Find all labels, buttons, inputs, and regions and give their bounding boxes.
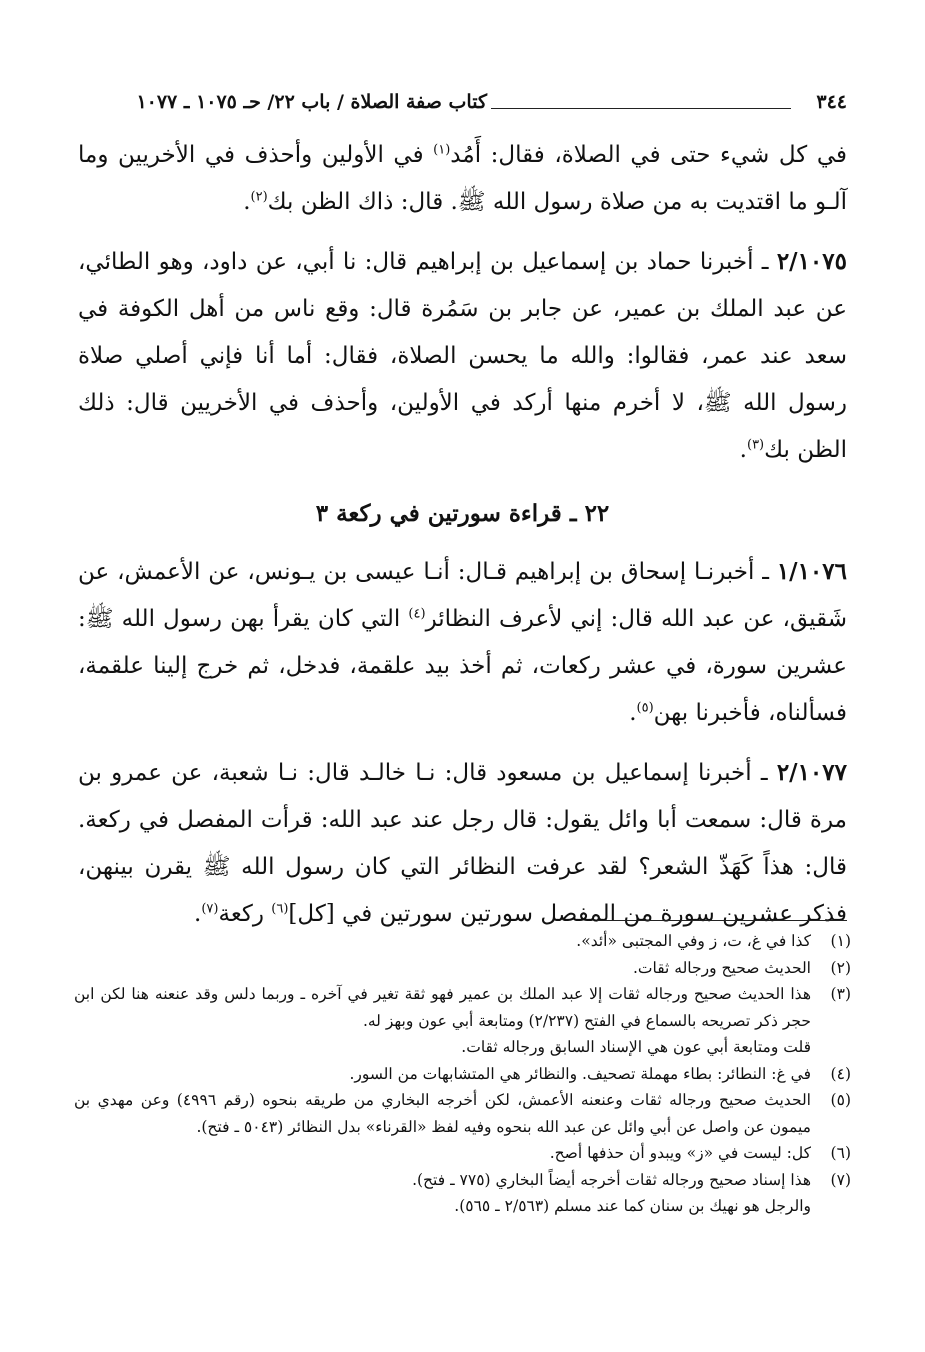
footnote-text: قلت ومتابعة أبي عون هي الإسناد السابق ورجاله ثقات. [461, 1038, 811, 1056]
footnote [74, 1087, 851, 1140]
hadith-number: ٢/١٠٧٥ [776, 248, 847, 275]
header-rule [491, 108, 791, 109]
paragraph-text: في الأولين وأحذف في الأخريين وما آلـو ما اقتديت به من صلاة رسول الله ﷺ. قال: ذاك الظن بك [78, 142, 847, 215]
paragraph-text: . [194, 901, 202, 927]
footnote-ref: (١) [433, 142, 451, 158]
main-text [78, 132, 847, 950]
footnote [74, 1167, 851, 1220]
page-header [78, 86, 847, 118]
footnote-ref: (٤) [408, 606, 426, 622]
footnote-ref: (٣) [746, 437, 765, 453]
footnote [74, 1140, 851, 1167]
footnote [74, 928, 851, 955]
footnote-number: (٢) [830, 958, 851, 977]
section-heading: ٢٢ ـ قراءة سورتين في ركعة ٣ [315, 500, 610, 527]
footnote-text: هذا إسناد صحيح ورجاله ثقات أخرجه أيضاً البخاري (٧٧٥ ـ فتح). [412, 1170, 811, 1189]
footnote-number: (٦) [830, 1144, 851, 1162]
paragraph-continuation [78, 132, 847, 226]
hadith-paragraph [78, 749, 847, 938]
footnote-ref: (٧) [201, 901, 219, 917]
hadith-paragraph [78, 238, 847, 474]
footnote-text: كذا في غ، ت، ز وفي المجتبى «أئد». [576, 932, 811, 950]
running-title: كتاب صفة الصلاة / باب ٢٢/ حـ ١٠٧٥ ـ ١٠٧٧ [136, 91, 487, 113]
footnote-ref: (٥) [636, 700, 654, 716]
paragraph-text: ركعة [218, 901, 272, 927]
footnote-number: (١) [830, 932, 851, 950]
paragraph-text: . [739, 437, 747, 463]
footnote [74, 1061, 851, 1088]
paragraph-text: . [243, 189, 251, 215]
footnote-number: (٤) [830, 1064, 851, 1083]
paragraph-text: ـ أخبرنا إسماعيل بن مسعود قال: نـا خالـد قال: نـا شعبة، عن عمرو بن مرة قال: سمعت أبا وائل يقول: قال رجل عند عبد الله: قرأت المفصل في ركعة. قال: هذاً كَهَذّ الشعر؟ لقد عرفت النظائر التي كان رسول الله ﷺ يقرن بينهن، فذكر عشرين سورة من المفصل سورتين سورتين في [كل] [78, 760, 847, 927]
footnotes [74, 928, 851, 1220]
footnote-number: (٥) [830, 1091, 851, 1109]
hadith-number: ٢/١٠٧٧ [776, 759, 847, 786]
footnote-text: الحديث صحيح ورجاله ثقات. [632, 958, 811, 977]
page-number: ٣٤٤ [816, 91, 847, 113]
footnote-divider [597, 920, 847, 921]
footnote-text: الحديث صحيح ورجاله ثقات وعنعنه الأعمش، لكن أخرجه البخاري من طريقه بنحوه (رقم ٤٩٩٦) وعن مهدي بن ميمون عن واصل عن أبي وائل عن عبد الله بنحوه وفيه لفظ «القرناء» بدل النظائر (٥٠٤٣ ـ فتح). [74, 1091, 811, 1136]
paragraph-text: التي كان يقرأ بهن رسول الله ﷺ: عشرين سورة، في عشر ركعات، ثم أخذ بيد علقمة، فدخل، ثم خرج إلينا علقمة، فسألناه، فأخبرنا بهن [78, 606, 847, 726]
footnote-number: (٣) [830, 985, 851, 1003]
footnote-number: (٧) [830, 1170, 851, 1189]
footnote-ref: (٢) [250, 189, 268, 205]
paragraph-text: ـ أخبرنـا إسحاق بن إبراهيم قـال: أنـا عيسى بن يـونس، عن الأعمش، عن شَقيق، عن عبد الله قال: إني لأعرف النظائر [78, 559, 848, 632]
hadith-paragraph [78, 548, 847, 737]
footnote-text: هذا الحديث صحيح ورجاله ثقات إلا عبد الملك بن عمير فهو ثقة تغير في آخره ـ وربما دلس وقد عنعنه هنا لكن ابن حجر ذكر تصريحه بالسماع في الفتح (٢/٢٣٧) ومتابعة أبي عون وبهز له. [74, 985, 811, 1030]
footnote-text: في غ: النطائر: بطاء مهملة تصحيف. والنظائر هي المتشابهات من السور. [349, 1064, 811, 1083]
footnote-text: والرجل هو نهيك بن سنان كما عند مسلم (٢/٥٦٣ ـ ٥٦٥). [454, 1197, 811, 1215]
footnote [74, 955, 851, 982]
paragraph-text: . [629, 700, 637, 726]
paragraph-text: في كل شيء حتى في الصلاة، فقال: أَمُد [450, 142, 847, 168]
paragraph-text: ـ أخبرنا حماد بن إسماعيل بن إبراهيم قال: نا أبي، عن داود، وهو الطائي، عن عبد الملك بن عمير، عن جابر بن سَمُرة قال: وقع ناس من أهل الكوفة في سعد عند عمر، فقالوا: والله ما يحسن الصلاة، فقال: أما أنا فإني أصلي صلاة رسول الله ﷺ، لا أخرم منها أركد في الأولين، وأحذف في الأخريين قال: ذلك الظن بك [78, 249, 847, 463]
footnote-ref: (٦) [271, 901, 289, 917]
footnote-text: كل: ليست في «ز» ويبدو أن حذفها أصح. [549, 1144, 811, 1162]
footnote [74, 981, 851, 1061]
hadith-number: ١/١٠٧٦ [776, 558, 847, 585]
